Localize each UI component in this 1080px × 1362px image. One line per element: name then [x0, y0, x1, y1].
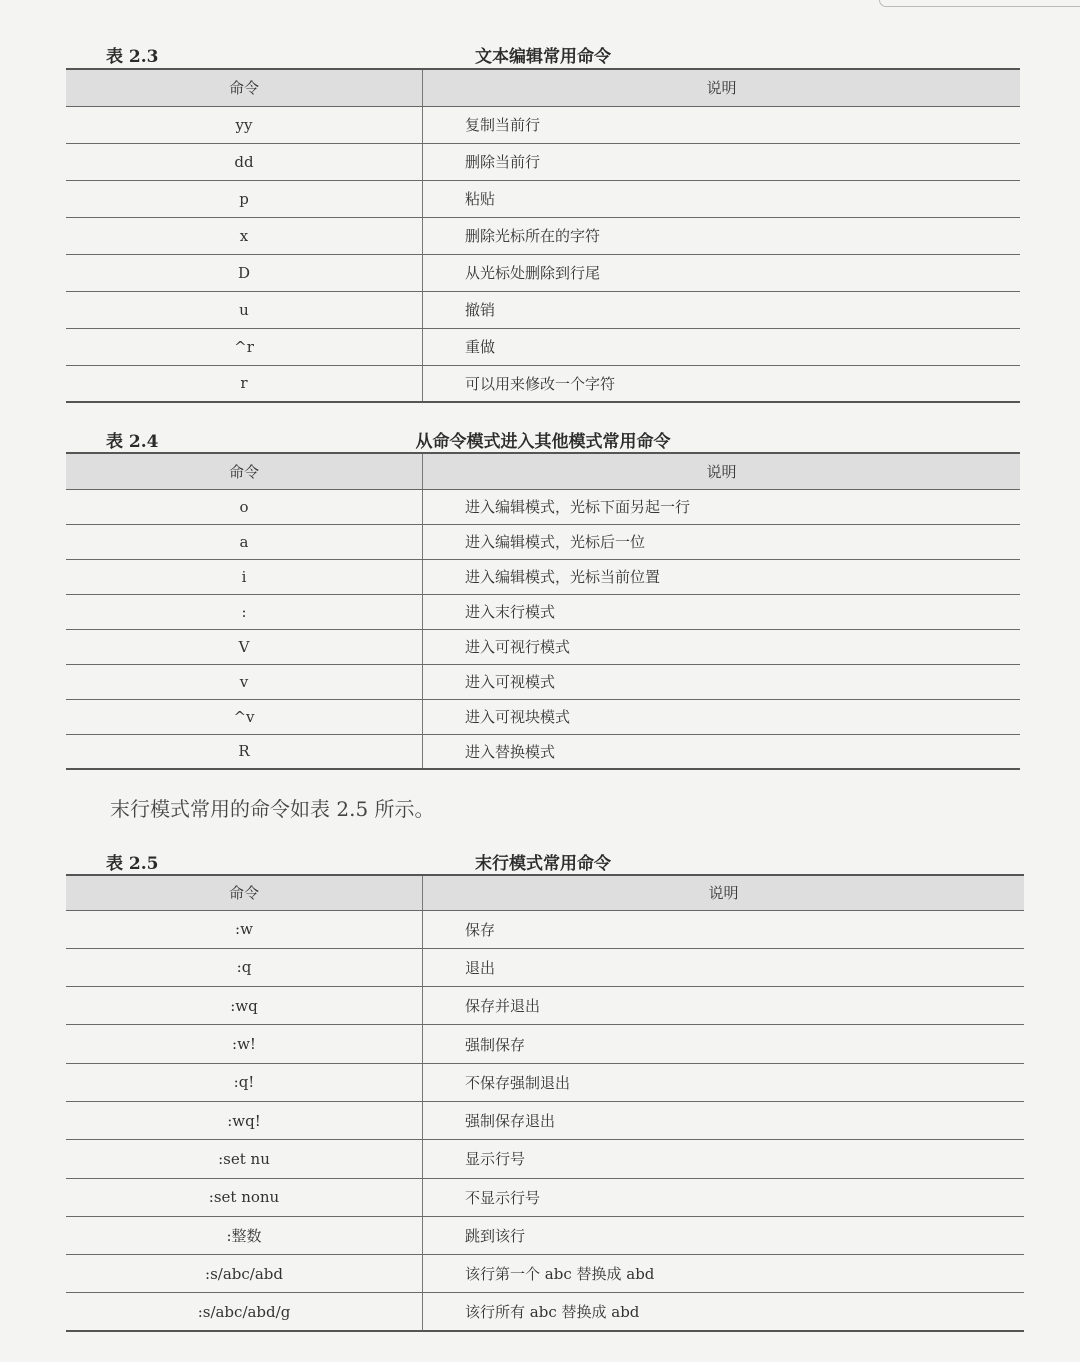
description-cell: 重做	[423, 328, 1021, 365]
description-cell: 跳到该行	[423, 1216, 1025, 1254]
command-cell: :set nonu	[66, 1178, 423, 1216]
table-row	[66, 1255, 1024, 1293]
description-cell: 进入替换模式	[423, 734, 1021, 769]
table-title: 末行模式常用命令	[475, 854, 611, 874]
description-cell: 该行所有 abc 替换成 abd	[423, 1293, 1025, 1331]
description-cell: 进入可视块模式	[423, 699, 1021, 734]
table-caption-2-3	[66, 36, 1020, 68]
command-cell: :q!	[66, 1063, 423, 1101]
command-cell: ^r	[66, 328, 423, 365]
command-cell: p	[66, 180, 423, 217]
table-row	[66, 180, 1020, 217]
table-number: 表 2.4	[106, 432, 159, 452]
description-cell: 保存并退出	[423, 987, 1025, 1025]
command-cell: :wq	[66, 987, 423, 1025]
command-cell: :	[66, 594, 423, 629]
table-row	[66, 1293, 1024, 1331]
command-cell: R	[66, 734, 423, 769]
command-cell: i	[66, 559, 423, 594]
description-cell: 删除光标所在的字符	[423, 217, 1021, 254]
command-cell: u	[66, 291, 423, 328]
description-cell: 不保存强制退出	[423, 1063, 1025, 1101]
table-row	[66, 328, 1020, 365]
table-header-row	[66, 453, 1020, 489]
table-2-3	[66, 68, 1020, 403]
command-cell: :s/abc/abd	[66, 1255, 423, 1293]
header-command: 命令	[66, 453, 423, 489]
table-row	[66, 1216, 1024, 1254]
table-number: 表 2.5	[106, 854, 159, 874]
command-cell: :w	[66, 910, 423, 948]
description-cell: 强制保存退出	[423, 1101, 1025, 1139]
description-cell: 退出	[423, 948, 1025, 986]
command-cell: v	[66, 664, 423, 699]
page-edge	[879, 0, 1080, 7]
table-header-row	[66, 69, 1020, 106]
description-cell: 保存	[423, 910, 1025, 948]
table-row	[66, 1178, 1024, 1216]
table-row	[66, 291, 1020, 328]
description-cell: 进入编辑模式，光标当前位置	[423, 559, 1021, 594]
description-cell: 粘贴	[423, 180, 1021, 217]
table-row	[66, 1063, 1024, 1101]
table-2-5	[66, 874, 1024, 1332]
command-cell: r	[66, 365, 423, 402]
table-row	[66, 254, 1020, 291]
table-title: 文本编辑常用命令	[475, 47, 611, 67]
description-cell: 删除当前行	[423, 143, 1021, 180]
command-cell: dd	[66, 143, 423, 180]
table-row	[66, 524, 1020, 559]
command-cell: o	[66, 489, 423, 524]
table-row	[66, 987, 1024, 1025]
description-cell: 从光标处删除到行尾	[423, 254, 1021, 291]
header-description: 说明	[423, 453, 1021, 489]
table-row	[66, 217, 1020, 254]
description-cell: 该行第一个 abc 替换成 abd	[423, 1255, 1025, 1293]
table-row	[66, 910, 1024, 948]
table-row	[66, 948, 1024, 986]
description-cell: 撤销	[423, 291, 1021, 328]
table-row	[66, 1025, 1024, 1063]
body-paragraph: 末行模式常用的命令如表 2.5 所示。	[110, 797, 435, 821]
table-caption-2-5	[66, 843, 1020, 875]
table-row	[66, 1101, 1024, 1139]
table-row	[66, 143, 1020, 180]
command-cell: :set nu	[66, 1140, 423, 1178]
table-row	[66, 734, 1020, 769]
table-2-4	[66, 452, 1020, 770]
table-caption-2-4	[66, 421, 1020, 453]
command-cell: a	[66, 524, 423, 559]
description-cell: 复制当前行	[423, 106, 1021, 143]
command-cell: :整数	[66, 1216, 423, 1254]
table-header-row	[66, 875, 1024, 910]
table-row	[66, 559, 1020, 594]
command-cell: :wq!	[66, 1101, 423, 1139]
description-cell: 强制保存	[423, 1025, 1025, 1063]
command-cell: :w!	[66, 1025, 423, 1063]
command-cell: :s/abc/abd/g	[66, 1293, 423, 1331]
description-cell: 进入可视行模式	[423, 629, 1021, 664]
command-cell: x	[66, 217, 423, 254]
description-cell: 不显示行号	[423, 1178, 1025, 1216]
command-cell: ^v	[66, 699, 423, 734]
description-cell: 显示行号	[423, 1140, 1025, 1178]
table-row	[66, 1140, 1024, 1178]
command-cell: yy	[66, 106, 423, 143]
command-cell: D	[66, 254, 423, 291]
table-number: 表 2.3	[106, 47, 159, 67]
description-cell: 进入可视模式	[423, 664, 1021, 699]
header-description: 说明	[423, 875, 1025, 910]
table-row	[66, 365, 1020, 402]
command-cell: V	[66, 629, 423, 664]
table-row	[66, 699, 1020, 734]
description-cell: 进入编辑模式，光标后一位	[423, 524, 1021, 559]
header-description: 说明	[423, 69, 1021, 106]
description-cell: 进入编辑模式，光标下面另起一行	[423, 489, 1021, 524]
table-title: 从命令模式进入其他模式常用命令	[415, 432, 671, 452]
table-row	[66, 629, 1020, 664]
table-row	[66, 106, 1020, 143]
command-cell: :q	[66, 948, 423, 986]
table-row	[66, 594, 1020, 629]
header-command: 命令	[66, 875, 423, 910]
description-cell: 可以用来修改一个字符	[423, 365, 1021, 402]
header-command: 命令	[66, 69, 423, 106]
description-cell: 进入末行模式	[423, 594, 1021, 629]
table-row	[66, 489, 1020, 524]
table-row	[66, 664, 1020, 699]
